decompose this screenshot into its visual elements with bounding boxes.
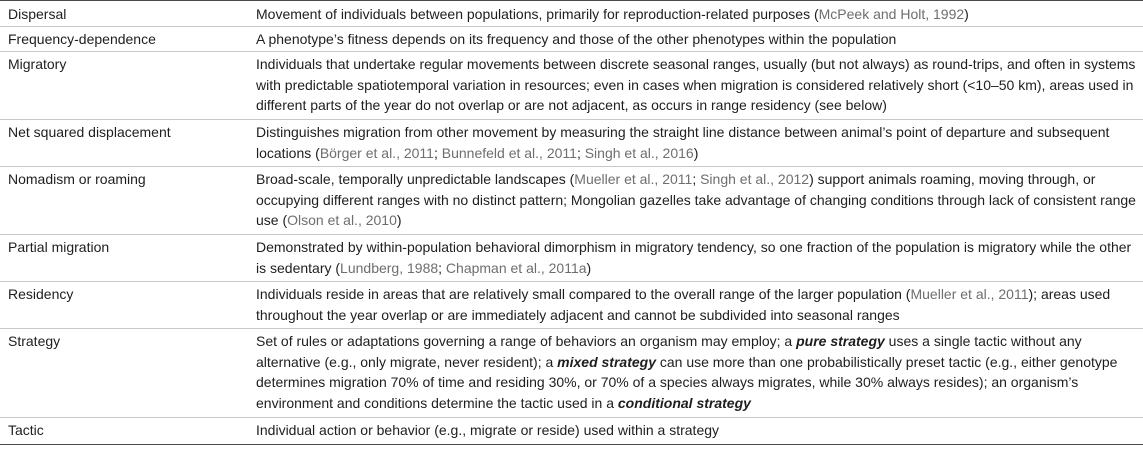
glossary-row	[0, 167, 1143, 235]
term-cell: Tactic	[0, 418, 248, 445]
term-cell: Dispersal	[0, 1, 248, 27]
definition-text: Movement of individuals between populations, primarily for reproduction-related purposes (	[256, 6, 819, 22]
citation-link: Chapman et al., 2011a	[445, 259, 587, 276]
glossary-row	[0, 329, 1143, 418]
emphasized-term: mixed strategy	[557, 353, 656, 370]
definition-text: Distinguishes migration from other movement by measuring the straight line distance between animal’s point of departure and subsequent locations (	[256, 124, 1110, 161]
citation-link: Bunnefeld et al., 2011	[441, 144, 577, 161]
definition-text: )	[586, 259, 592, 276]
definition-text: A phenotype’s fitness depends on its frequency and those of the other phenotypes within the population	[256, 31, 897, 47]
glossary-row	[0, 52, 1143, 120]
citation-link: Börger et al., 2011	[319, 144, 434, 161]
definition-text: ;	[576, 144, 585, 161]
definition-cell	[248, 418, 1143, 445]
definition-cell	[248, 167, 1143, 235]
definition-text: can use more than one probabilistically preset tactic (e.g., either genotype determines migration 70% of time and residing 30%, or 70% of a species always migrates, while 30% always resides); an organism’s environment and conditions determine the tactic used in a	[256, 353, 1118, 411]
citation-link: Singh et al., 2016	[584, 144, 694, 161]
citation-link: Singh et al., 2012	[700, 171, 810, 187]
definition-text: ;	[692, 171, 701, 187]
definition-text: )	[693, 144, 699, 161]
definition-cell	[248, 235, 1143, 282]
definition-cell	[248, 329, 1143, 418]
term-cell: Residency	[0, 282, 248, 329]
glossary-row	[0, 235, 1143, 282]
emphasized-term: pure strategy	[796, 333, 885, 349]
definition-cell	[248, 27, 1143, 52]
definition-text: Individuals that undertake regular movements between discrete seasonal ranges, usually (but not always) as round-trips, and often in systems with predictable spatiotemporal variation in resources; even in cases when migration is considered relatively short (<10–50 km), areas used in different parts of the year do not overlap or are not adjacent, as occurs in range residency (see below)	[256, 56, 1136, 113]
definition-text: ); areas used throughout the year overlap or are immediately adjacent and cannot be subdivided into seasonal ranges	[256, 286, 1111, 323]
definition-cell	[248, 120, 1143, 167]
definition-cell	[248, 1, 1143, 27]
citation-link: Olson et al., 2010	[287, 212, 397, 228]
citation-link: Mueller et al., 2011	[574, 171, 693, 187]
definition-cell	[248, 52, 1143, 120]
glossary-row	[0, 1, 1143, 27]
citation-link: Mueller et al., 2011	[910, 286, 1029, 302]
definition-text: Individual action or behavior (e.g., migrate or reside) used within a strategy	[256, 422, 720, 438]
definition-text: uses a single tactic without any alternative (e.g., only migrate, never resident); a	[256, 333, 1082, 370]
definition-text: )	[964, 6, 969, 22]
definition-text: )	[396, 212, 402, 228]
definition-text: Individuals reside in areas that are relatively small compared to the overall range of the larger population (	[256, 286, 911, 302]
term-cell: Strategy	[0, 329, 248, 418]
definition-text: ;	[438, 259, 446, 276]
term-cell: Partial migration	[0, 235, 248, 282]
term-cell: Migratory	[0, 52, 248, 120]
term-cell: Net squared displacement	[0, 120, 248, 167]
glossary-row	[0, 282, 1143, 329]
emphasized-term: conditional strategy	[617, 394, 751, 411]
definition-text: Set of rules or adaptations governing a range of behaviors an organism may employ; a	[256, 333, 797, 349]
definition-text: ) support animals roaming, moving through, or occupying different ranges with no distinct pattern; Mongolian gazelles take advantage of changing conditions through lack of consistent range use (	[256, 171, 1136, 228]
citation-link: Lundberg, 1988	[340, 259, 439, 276]
citation-link: McPeek and Holt, 1992	[818, 6, 965, 22]
term-cell: Nomadism or roaming	[0, 167, 248, 235]
definition-text: Demonstrated by within-population behavioral dimorphism in migratory tendency, so one fraction of the population is migratory while the other is sedentary (	[256, 239, 1132, 276]
glossary-row	[0, 27, 1143, 52]
definition-cell	[248, 282, 1143, 329]
glossary-row	[0, 120, 1143, 167]
glossary-body	[0, 1, 1143, 445]
definition-text: ;	[433, 144, 442, 161]
glossary-row	[0, 418, 1143, 445]
definition-text: Broad-scale, temporally unpredictable landscapes (	[256, 171, 575, 187]
term-cell: Frequency-dependence	[0, 27, 248, 52]
